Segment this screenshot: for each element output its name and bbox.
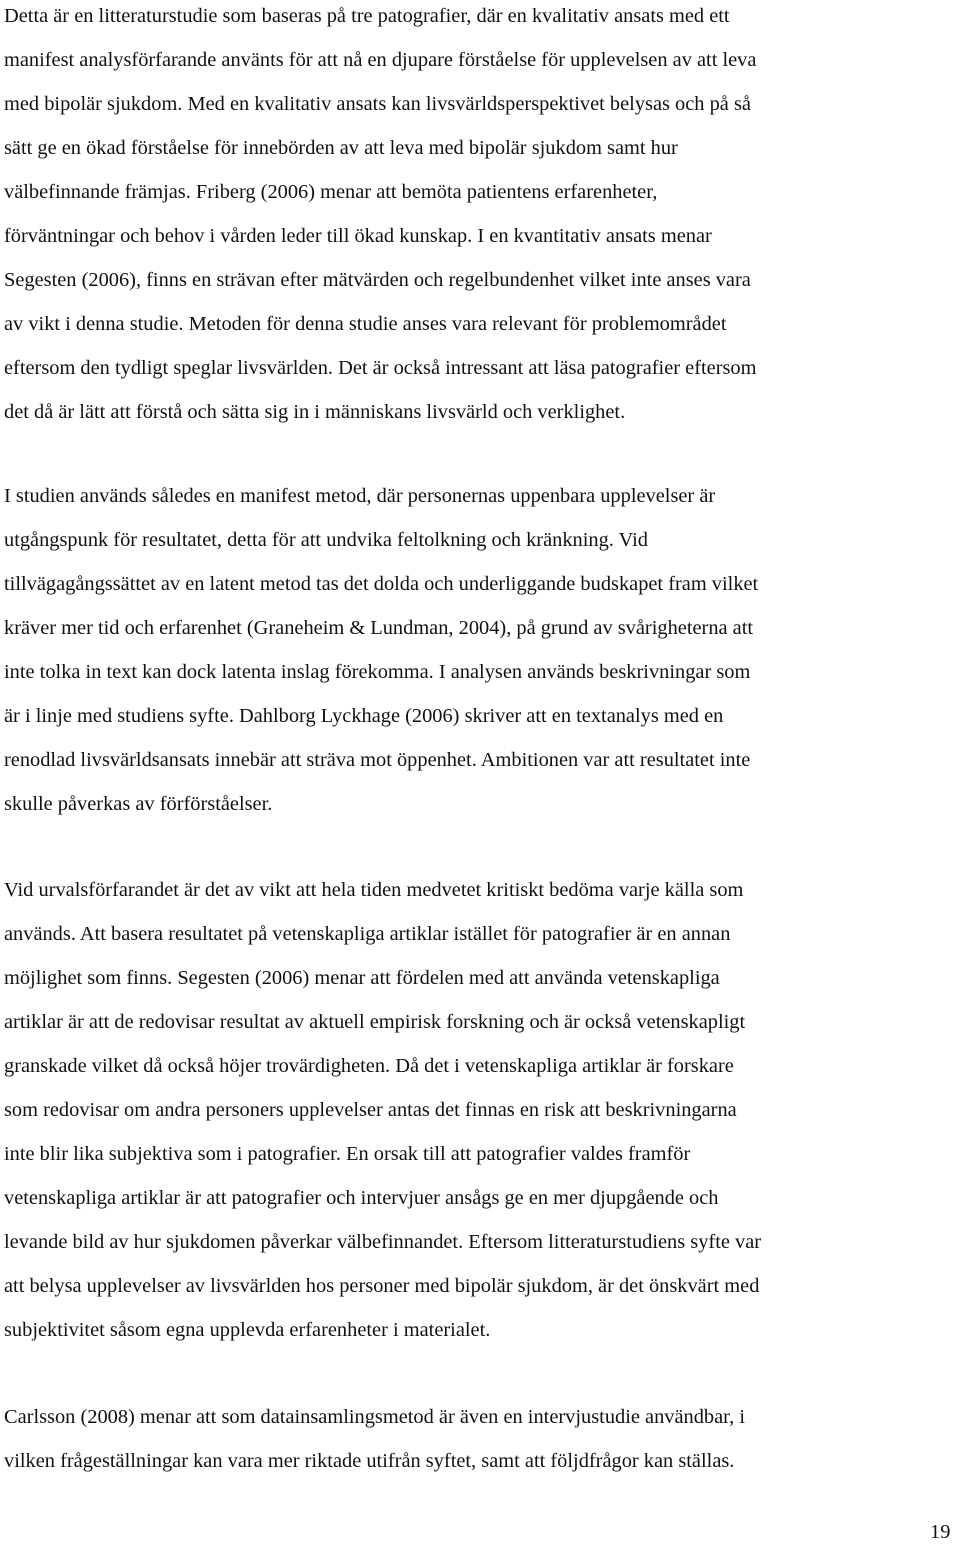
text-line: som redovisar om andra personers upplevelser antas det finnas en risk att beskrivningarna — [4, 1099, 737, 1121]
page-number: 19 — [930, 1521, 951, 1543]
paragraph-manifest-method — [4, 474, 960, 826]
text-line: är i linje med studiens syfte. Dahlborg Lyckhage (2006) skriver att en textanalys med en — [4, 705, 724, 727]
text-line: tillvägagångssättet av en latent metod tas det dolda och underliggande budskapet fram vilket — [4, 573, 759, 595]
text-line: inte tolka in text kan dock latenta inslag förekomma. I analysen används beskrivningar som — [4, 661, 751, 683]
text-line: Vid urvalsförfarandet är det av vikt att hela tiden medvetet kritiskt bedöma varje källa som — [4, 879, 744, 901]
text-line: att belysa upplevelser av livsvärlden hos personer med bipolär sjukdom, är det önskvärt med — [4, 1275, 760, 1297]
text-line: inte blir lika subjektiva som i patografier. En orsak till att patografier valdes framför — [4, 1143, 691, 1165]
text-line: manifest analysförfarande använts för att nå en djupare förståelse för upplevelsen av att leva — [4, 49, 757, 71]
text-line: utgångspunk för resultatet, detta för att undvika feltolkning och kränkning. Vid — [4, 529, 648, 551]
text-line: I studien används således en manifest metod, där personernas uppenbara upplevelser är — [4, 485, 716, 507]
paragraph-selection-procedure — [4, 868, 960, 1352]
text-line: renodlad livsvärldsansats innebär att sträva mot öppenhet. Ambitionen var att resultatet inte — [4, 749, 751, 771]
text-line: artiklar är att de redovisar resultat av aktuell empirisk forskning och är också vetenskapligt — [4, 1011, 746, 1033]
text-line: vetenskapliga artiklar är att patografier och intervjuer ansågs ge en mer djupgående och — [4, 1187, 719, 1209]
text-line: av vikt i denna studie. Metoden för denna studie anses vara relevant för problemområdet — [4, 313, 727, 335]
text-line: levande bild av hur sjukdomen påverkar välbefinnandet. Eftersom litteraturstudiens syfte var — [4, 1231, 762, 1253]
text-line: Segesten (2006), finns en strävan efter mätvärden och regelbundenhet vilket inte anses vara — [4, 269, 751, 291]
paragraph-data-collection — [4, 1395, 960, 1483]
text-line: skulle påverkas av förförståelser. — [4, 793, 273, 815]
text-line: kräver mer tid och erfarenhet (Graneheim & Lundman, 2004), på grund av svårigheterna att — [4, 617, 754, 639]
paragraph-method-overview — [4, 0, 960, 434]
text-line: Carlsson (2008) menar att som datainsamlingsmetod är även en intervjustudie användbar, i — [4, 1406, 745, 1428]
text-line: Detta är en litteraturstudie som baseras på tre patografier, där en kvalitativ ansats med ett — [4, 5, 730, 27]
text-line: vilken frågeställningar kan vara mer riktade utifrån syftet, samt att följdfrågor kan ställas. — [4, 1450, 735, 1472]
text-line: det då är lätt att förstå och sätta sig in i människans livsvärld och verklighet. — [4, 401, 626, 423]
text-line: subjektivitet såsom egna upplevda erfarenheter i materialet. — [4, 1319, 491, 1341]
text-line: med bipolär sjukdom. Med en kvalitativ ansats kan livsvärldsperspektivet belysas och på så — [4, 93, 751, 115]
text-line: används. Att basera resultatet på vetenskapliga artiklar istället för patografier är en annan — [4, 923, 731, 945]
text-line: eftersom den tydligt speglar livsvärlden. Det är också intressant att läsa patografier eftersom — [4, 357, 757, 379]
text-line: sätt ge en ökad förståelse för innebörden av att leva med bipolär sjukdom samt hur — [4, 137, 678, 159]
text-line: granskade vilket då också höjer trovärdigheten. Då det i vetenskapliga artiklar är forskare — [4, 1055, 734, 1077]
text-line: välbefinnande främjas. Friberg (2006) menar att bemöta patientens erfarenheter, — [4, 181, 658, 203]
text-line: förväntningar och behov i vården leder till ökad kunskap. I en kvantitativ ansats menar — [4, 225, 712, 247]
text-line: möjlighet som finns. Segesten (2006) menar att fördelen med att använda vetenskapliga — [4, 967, 720, 989]
